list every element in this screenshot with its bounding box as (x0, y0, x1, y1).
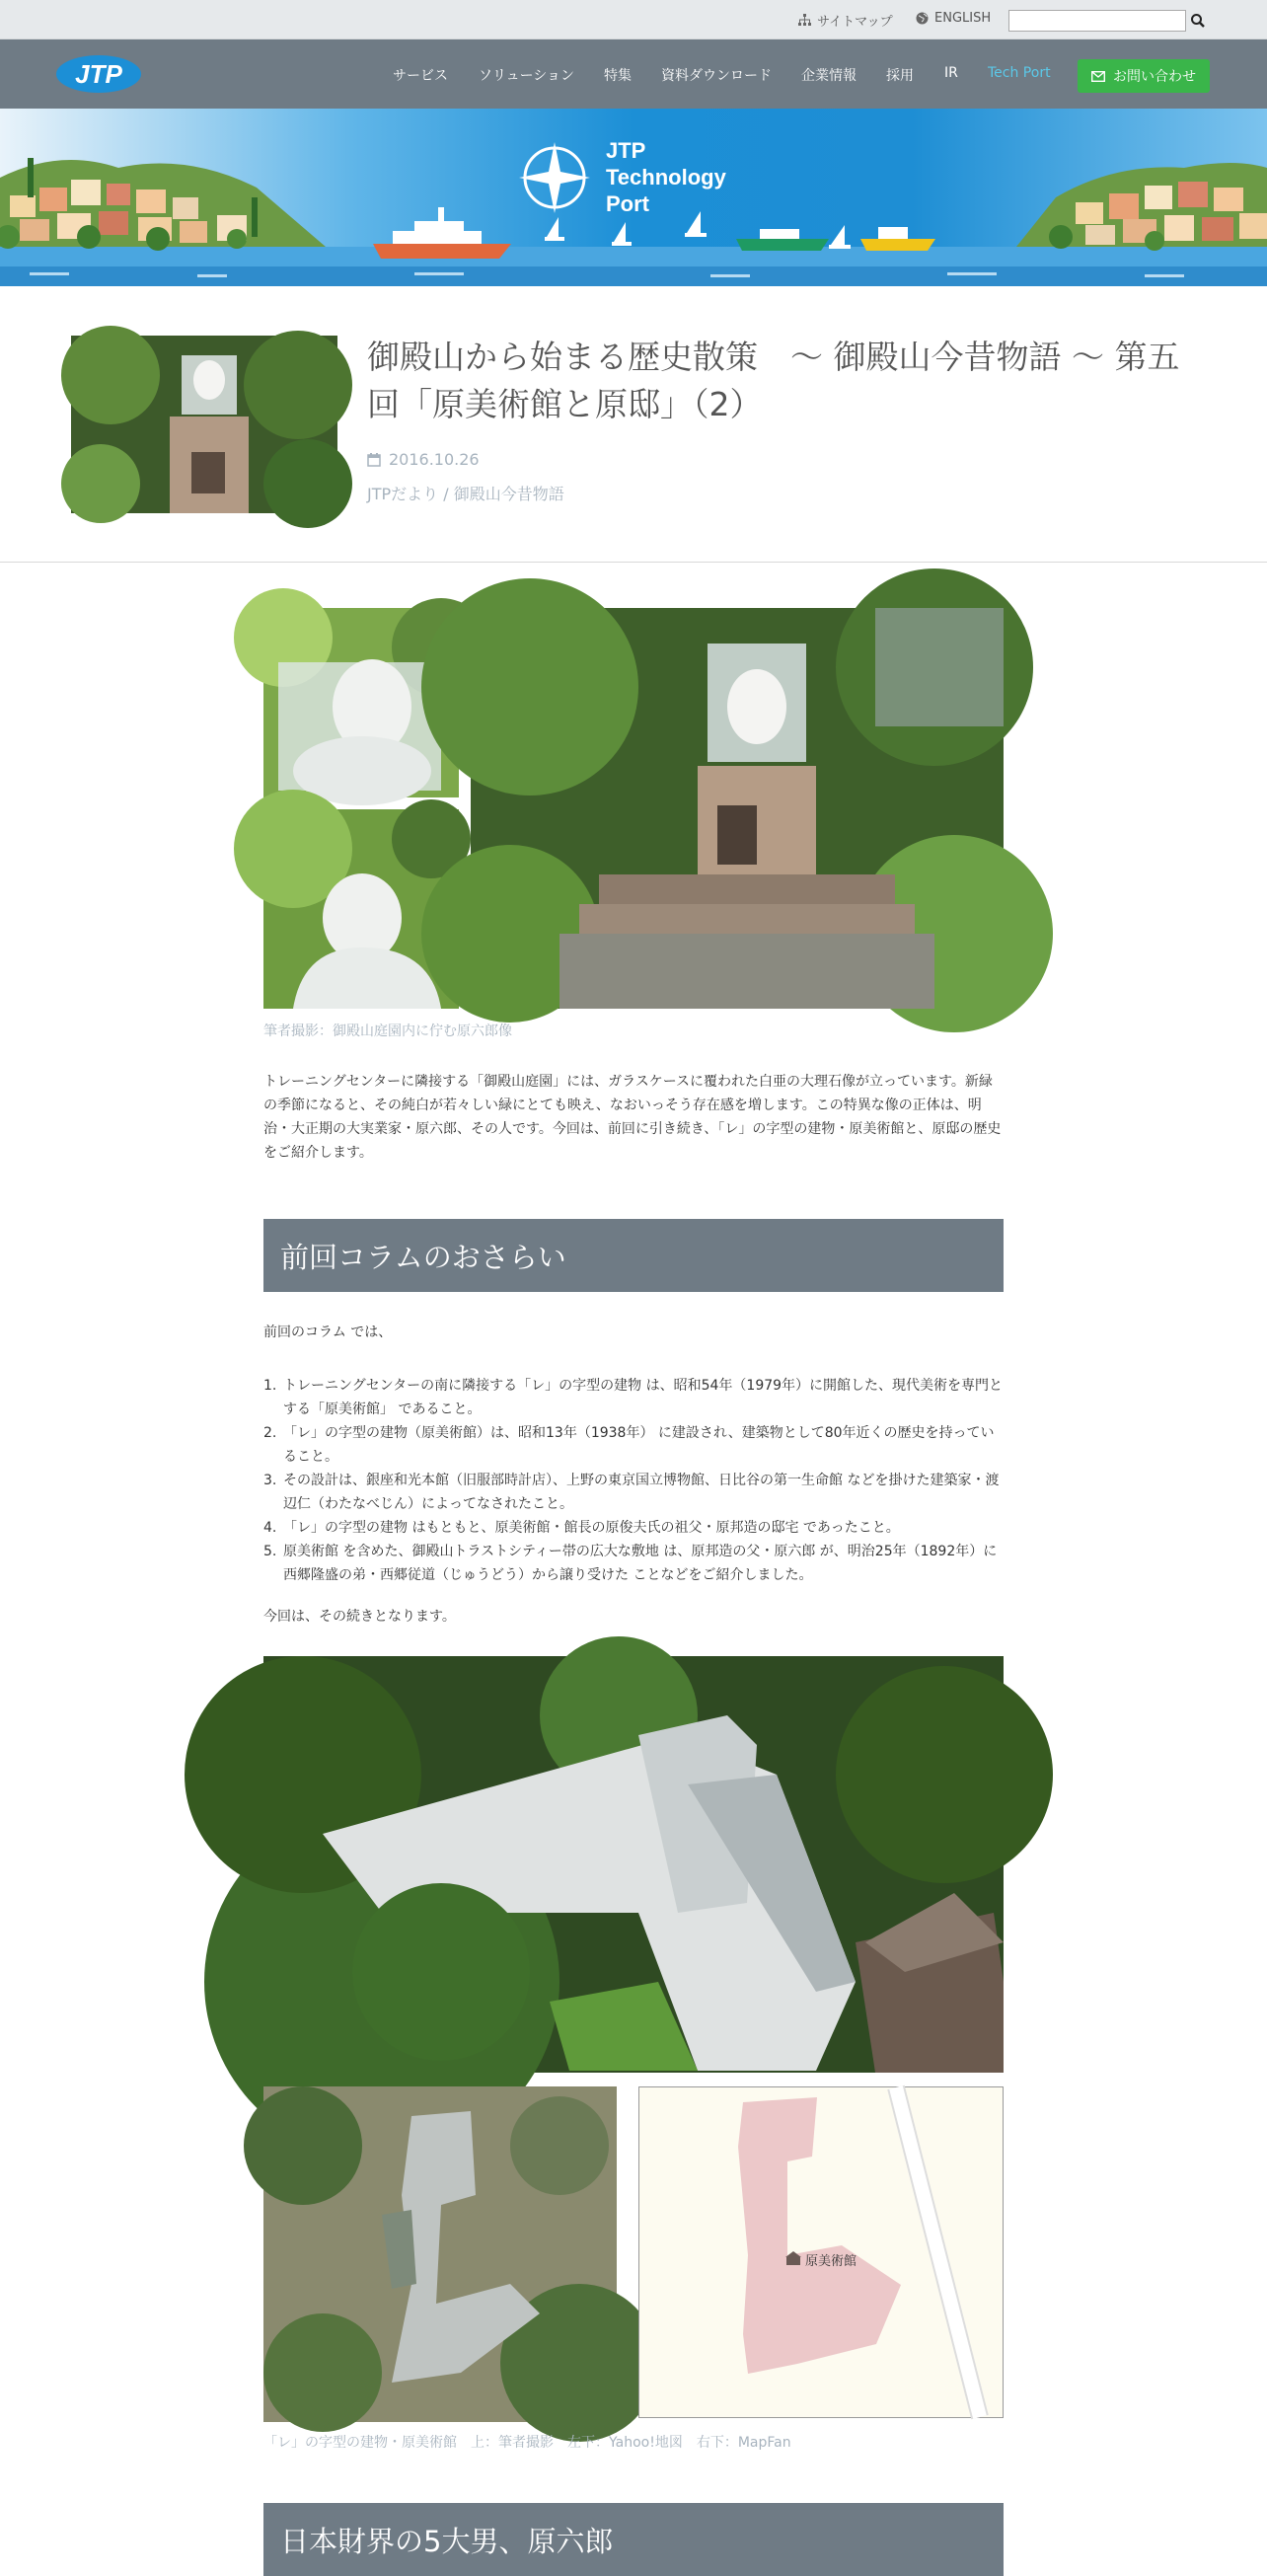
museum-aerial-photo (263, 1656, 1004, 2073)
nav-item-features[interactable]: 特集 (604, 68, 632, 84)
list-number: 5. (263, 1544, 277, 1559)
nav-item-downloads[interactable]: 資料ダウンロード (661, 68, 772, 84)
list-item (263, 1421, 1004, 1469)
article-date-text: 2016.10.26 (389, 450, 480, 469)
globe-icon (916, 12, 929, 25)
calendar-icon (367, 453, 381, 467)
list-text: その設計は、銀座和光本館（旧服部時計店）、上野の東京国立博物館、日比谷の第一生命館 などを掛けた建築家・渡辺仁（わたなべじん）によってなされたこと。 (283, 1473, 1000, 1512)
nav-item-solutions[interactable]: ソリューション (479, 68, 575, 84)
contact-label: お問い合わせ (1113, 69, 1196, 85)
sitemap-label: サイトマップ (817, 15, 893, 30)
list-number: 2. (263, 1425, 277, 1441)
statue-photo-main (471, 608, 1004, 1009)
logo-text: JTP (75, 59, 122, 89)
list-item (263, 1374, 1004, 1421)
nav-item-techport[interactable]: Tech Port (988, 65, 1051, 81)
photo-caption-statue: 筆者撮影：御殿山庭園内に佇む原六郎像 (263, 1023, 512, 1039)
nav-item-ir[interactable]: IR (944, 65, 958, 81)
list-item (263, 1469, 1004, 1516)
section-heading-hara (263, 2503, 1004, 2576)
list-item (263, 1516, 1004, 1540)
jtp-logo[interactable] (55, 54, 142, 94)
list-text: トレーニングセンターの南に隣接する「レ」の字型の建物 は、昭和54年（1979年）に開館した、現代美術を専門とする「原美術館」 であること。 (283, 1378, 1004, 1417)
nav-item-services[interactable]: サービス (393, 68, 448, 84)
article-category[interactable]: JTPだより / 御殿山今昔物語 (367, 485, 564, 503)
sitemap-link[interactable] (798, 11, 893, 30)
street-map-mapfan (638, 2086, 1004, 2418)
list-text: 「レ」の字型の建物 はもともと、原美術館・館長の原俊夫氏の祖父・原邦造の邸宅 であったこと。 (283, 1520, 900, 1536)
sitemap-icon (798, 14, 811, 27)
tech-port-banner[interactable] (0, 109, 1267, 286)
article-title: 御殿山から始まる歴史散策 ～ 御殿山今昔物語 ～ 第五回「原美術館と原邸」（2） (367, 338, 1180, 423)
list-text: 「レ」の字型の建物（原美術館）は、昭和13年（1938年） に建設され、建築物として80年近くの歴史を持っていること。 (283, 1425, 995, 1465)
nav-item-company[interactable]: 企業情報 (801, 68, 857, 84)
contact-button[interactable] (1078, 59, 1210, 93)
continuation-paragraph: 今回は、その続きとなります。 (263, 1609, 456, 1625)
article-thumbnail[interactable] (71, 336, 337, 513)
banner-illustration (0, 109, 1267, 286)
banner-title-line3: Port (606, 191, 649, 216)
list-number: 3. (263, 1473, 277, 1488)
envelope-icon (1091, 71, 1105, 82)
list-item (263, 1540, 1004, 1587)
map-label-museum: 原美術館 (805, 2254, 857, 2269)
recap-list (263, 1374, 1004, 1587)
list-number: 1. (263, 1378, 277, 1394)
section-heading-hara-text: 日本財界の5大男、原六郎 (280, 2524, 614, 2558)
english-link[interactable] (916, 11, 991, 26)
utility-bar (0, 0, 1267, 39)
banner-title-line1: JTP (606, 138, 646, 163)
article-header (0, 286, 1267, 563)
section-heading-recap (263, 1219, 1004, 1292)
list-number: 4. (263, 1520, 277, 1536)
section-heading-recap-text: 前回コラムのおさらい (280, 1240, 566, 1274)
list-text: 原美術館 を含めた、御殿山トラストシティー帯の広大な敷地 は、原邦造の父・原六郎 が、明治25年（1892年）に西郷隆盛の弟・西郷従道（じゅうどう）から譲り受けた ことなどをご紹介しました。 (283, 1544, 998, 1583)
search-input[interactable] (1008, 10, 1186, 32)
satellite-map-yahoo (263, 2086, 617, 2422)
english-label: ENGLISH (934, 11, 992, 26)
article-date (367, 450, 480, 469)
main-navigation (0, 39, 1267, 109)
photo-caption-museum: 「レ」の字型の建物・原美術館 上：筆者撮影 左下：Yahoo!地図 右下：MapFan (263, 2435, 791, 2451)
recap-intro: 前回のコラム では、 (263, 1325, 393, 1340)
banner-title-line2: Technology (606, 165, 726, 189)
nav-item-recruit[interactable]: 採用 (886, 68, 914, 84)
intro-paragraph: トレーニングセンターに隣接する「御殿山庭園」には、ガラスケースに覆われた白亜の大理石像が立っています。新緑の季節になると、その純白が若々しい緑にとても映え、なおいっそう存在感を増します。この特異な像の正体は、明治・大正期の大実業家・原六郎、その人です。今回は、前回に引き続き、「レ」の字型の建物・原美術館と、原邸の歴史をご紹介します。 (263, 1074, 1002, 1161)
search-icon[interactable] (1190, 13, 1206, 29)
